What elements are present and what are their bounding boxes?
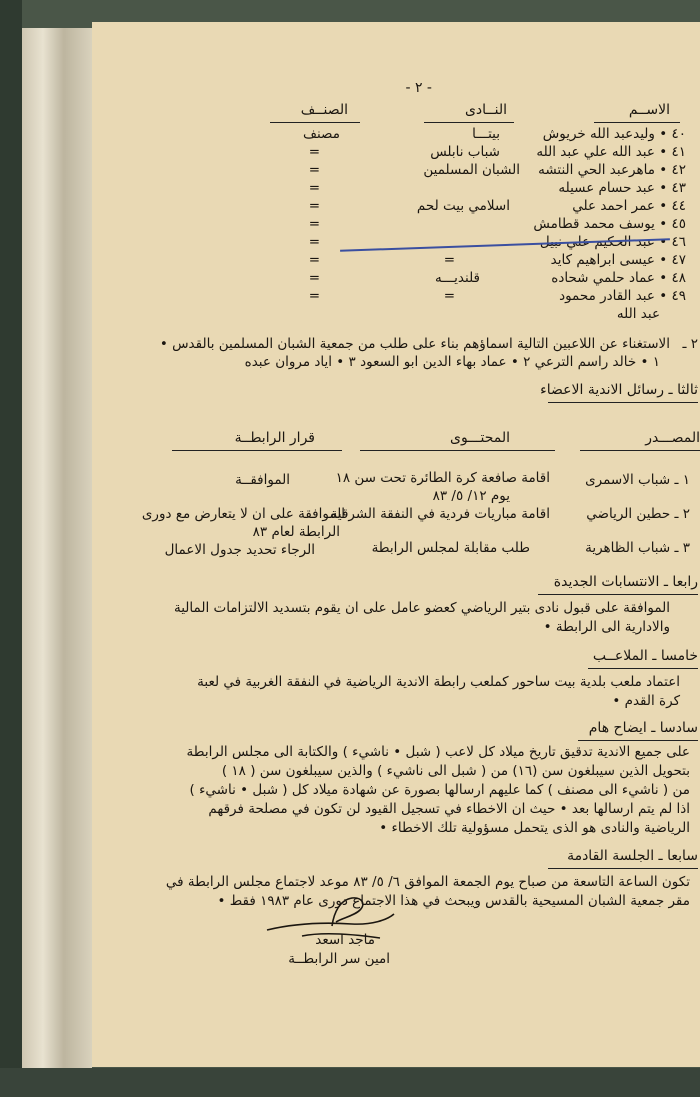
letter-content: اقامة صافعة كرة الطائرة تحت سن ١٨: [335, 470, 550, 486]
letter-decision: الرابطة لعام ٨٣: [252, 524, 340, 540]
player-row-name: ٤٢ • ماهرعبد الحي النتشه: [538, 162, 686, 178]
letter-source: ١ ـ شباب الاسمرى: [585, 472, 690, 488]
player-row-name: ٤٥ • يوسف محمد قطامش: [533, 216, 686, 232]
letter-decision: الرجاء تحديد جدول الاعمال: [164, 542, 315, 558]
letter-source: ٢ ـ حطين الرياضي: [586, 506, 690, 522]
section-7-line: مقر جمعية الشبان المسيحية بالقدس ويبحث في هذا الاجتماع دورى عام ١٩٨٣ فقط •: [217, 893, 690, 909]
signatory-title: امين سر الرابطــة: [288, 951, 390, 967]
letter-decision: الموافقــة: [235, 472, 290, 488]
header-source: المصـــدر: [645, 430, 700, 446]
section-4-underline: [538, 594, 698, 595]
section-6-line: اذا لم يتم ارسالها بعد • حيث ان الاخطاء في تسجيل القيود لن تكون في مصلحة فرقهم: [208, 801, 690, 817]
section-7-heading: سابعا ـ الجلسة القادمة: [567, 848, 698, 864]
section-3-heading: ثالثا ـ رسائل الاندية الاعضاء: [540, 382, 698, 398]
letter-content: اقامة مباريات فردية في النفقة الشرقية: [330, 506, 550, 522]
letter-source: ٣ ـ شباب الظاهرية: [585, 540, 690, 556]
player-row-name: ٤٩ • عبد القادر محمود: [559, 288, 686, 304]
section-5-line: كرة القدم •: [612, 693, 680, 709]
document-page: [92, 22, 700, 1067]
player-row-class: =: [308, 270, 320, 286]
player-row-club: شباب نابلس: [430, 144, 500, 160]
letter-decision: الموافقة على ان لا يتعارض مع دورى: [141, 506, 345, 522]
player-row-name-struck: ٤٦ • عبد الحكيم علي نبيل: [539, 234, 686, 250]
section-6-line: الرياضية والنادى هو الذى يتحمل مسؤولية تلك الاخطاء •: [379, 820, 690, 836]
section-7-underline: [548, 868, 698, 869]
header-club: النــادى: [464, 102, 507, 118]
section-2-text: الاستغناء عن اللاعبين التالية اسماؤهم بناء على طلب من جمعية الشبان المسلمين بالقدس •: [159, 336, 670, 352]
header-content: المحتـــوى: [449, 430, 510, 446]
player-row-name: ٤٠ • وليدعبد الله خريوش: [542, 126, 686, 142]
player-row-class: =: [308, 234, 320, 250]
letter-content: طلب مقابلة لمجلس الرابطة: [371, 540, 530, 556]
player-row-club: الشبان المسلمين: [423, 162, 520, 178]
scan-background-strip: [0, 1068, 700, 1097]
player-row-class: =: [308, 144, 320, 160]
signatory-name: ماجد اسعد: [315, 932, 375, 948]
section-2-number: ٢ ـ: [682, 336, 698, 352]
player-row-class: =: [308, 180, 320, 196]
player-row-club: قلنديـــه: [435, 270, 480, 286]
player-row-class: =: [308, 288, 320, 304]
player-row-name: ٤٣ • عبد حسام عسيله: [558, 180, 686, 196]
section-4-line: والادارية الى الرابطة •: [543, 619, 670, 635]
player-row-name: ٤٤ • عمر احمد علي: [572, 198, 686, 214]
letter-content: يوم ١٢/ ٥/ ٨٣: [432, 488, 510, 504]
player-row-class: =: [308, 216, 320, 232]
player-row-club: بيتـــا: [472, 126, 500, 142]
player-row-class: =: [308, 162, 320, 178]
player-row-name: ٤١ • عبد الله علي عبد الله: [536, 144, 686, 160]
player-row-club: =: [443, 252, 455, 268]
player-row-class: مصنف: [303, 126, 340, 142]
player-row-club: اسلامي بيت لحم: [416, 198, 510, 214]
player-row-club: =: [443, 288, 455, 304]
player-row-class: =: [308, 198, 320, 214]
player-name-continuation: عبد الله: [616, 306, 660, 322]
section-6-heading: سادسا ـ ايضاح هام: [588, 720, 698, 736]
page-number: - ٢ -: [405, 80, 432, 96]
header-name-underline: [594, 122, 680, 123]
section-6-underline: [578, 740, 698, 741]
header-source-underline: [580, 450, 700, 451]
section-5-underline: [588, 668, 698, 669]
header-decision: قرار الرابطــة: [234, 430, 315, 446]
section-2-players: ١ • خالد راسم الترعي ٢ • عماد بهاء الدين ابو السعود ٣ • اياد مروان عبده: [244, 354, 660, 370]
header-content-underline: [360, 450, 555, 451]
header-name: الاســم: [628, 102, 670, 118]
section-3-underline: [548, 402, 698, 403]
book-binding: [0, 0, 22, 1097]
section-6-line: بتحويل الذين سيبلغون سن (١٦) من ( شبل الى ناشيء ) والذين سيبلغون سن ( ١٨ ): [221, 763, 690, 779]
player-row-name: ٤٧ • عيسى ابراهيم كايد: [550, 252, 686, 268]
header-decision-underline: [172, 450, 342, 451]
header-class: الصنــف: [300, 102, 348, 118]
player-row-class: =: [308, 252, 320, 268]
player-row-name: ٤٨ • عماد حلمي شحاده: [551, 270, 686, 286]
section-6-line: من ( ناشيء الى مصنف ) كما عليهم ارسالها بصورة عن شهادة ميلاد كل ( شبل • ناشيء ): [189, 782, 690, 798]
section-6-line: على جميع الاندية تدقيق تاريخ ميلاد كل لاعب ( شبل • ناشيء ) والكتابة الى مجلس الرابطة: [186, 744, 690, 760]
section-7-line: تكون الساعة التاسعة من صباح يوم الجمعة الموافق ٦/ ٥/ ٨٣ موعد لاجتماع مجلس الرابطة في: [165, 874, 690, 890]
header-class-underline: [270, 122, 360, 123]
section-5-heading: خامسا ـ الملاعــب: [592, 648, 698, 664]
section-5-line: اعتماد ملعب بلدية بيت ساحور كملعب رابطة الاندية الرياضية في النفقة الغربية في لعبة: [197, 674, 680, 690]
page-stack-edge: [22, 28, 92, 1068]
section-4-heading: رابعا ـ الانتسابات الجديدة: [553, 574, 698, 590]
section-4-line: الموافقة على قبول نادى بتير الرياضي كعضو عامل على ان يقوم بتسديد الالتزامات المالية: [174, 600, 670, 616]
header-club-underline: [424, 122, 514, 123]
